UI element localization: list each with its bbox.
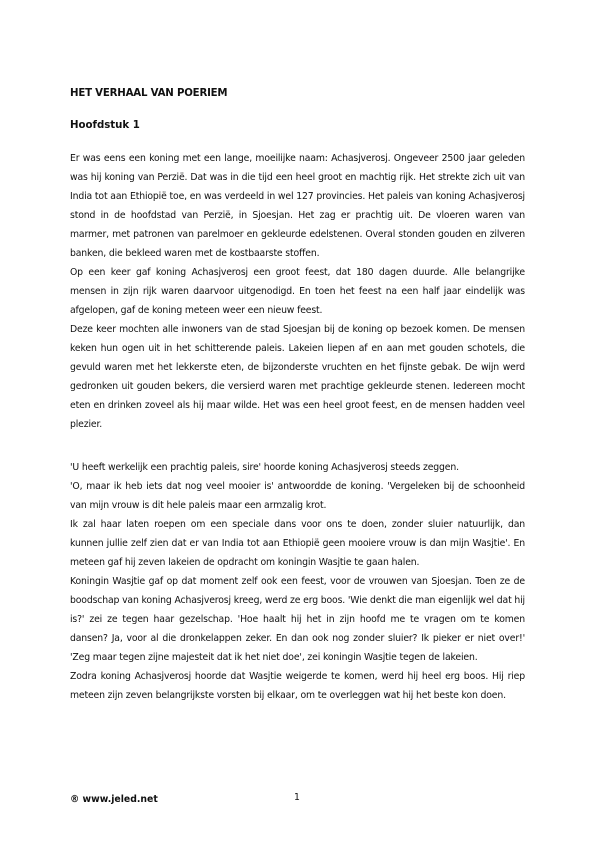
paragraph: Deze keer mochten alle inwoners van de stad Sjoesjan bij de koning op bezoek komen. De mensen keken hun ogen uit in het schitterende paleis. Lakeien liepen af en aan met gouden schotels, die gevuld waren met het lekkerste eten, de bijzonderste vruchten en het fijnste gebak. De wijn werd gedronken uit gouden bekers, die versierd waren met prachtige gekleurde stenen. Iedereen mocht eten en drinken zoveel als hij maar wilde. Het was een heel groot feest, en de mensen hadden veel plezier.: [70, 324, 525, 430]
chapter-heading: Hoofdstuk 1: [70, 120, 140, 131]
footer-website: ® www.jeled.net: [70, 794, 158, 805]
paragraph: Er was eens een koning met een lange, moeilijke naam: Achasjverosj. Ongeveer 2500 jaar geleden was hij koning van Perzië. Dat was in die tijd een heel groot en machtig rijk. Het strekte zich uit van India tot aan Ethiopië toe, en was verdeeld in wel 127 provincies. Het paleis van koning Achasjverosj stond in de hoofdstad van Perzië, in Sjoesjan. Het zag er prachtig uit. De vloeren waren van marmer, met patronen van parelmoer en gekleurde edelstenen. Overal stonden gouden en zilveren banken, die bekleed waren met de kostbaarste stoffen.: [70, 153, 525, 259]
paragraph: Ik zal haar laten roepen om een speciale dans voor ons te doen, zonder sluier natuurlijk, dan kunnen jullie zelf zien dat er van India tot aan Ethiopië geen mooiere vrouw is dan mijn Wasjtie'. En meteen gaf hij zeven lakeien de opdracht om koningin Wasjtie te gaan halen.: [70, 519, 525, 568]
document-title: HET VERHAAL VAN POERIEM: [70, 88, 228, 99]
page-number: 1: [294, 792, 300, 803]
paragraph: Zodra koning Achasjverosj hoorde dat Wasjtie weigerde te komen, werd hij heel erg boos. Hij riep meteen zijn zeven belangrijkste vorsten bij elkaar, om te overleggen wat hij het beste kon doen.: [70, 671, 525, 701]
paragraph: 'U heeft werkelijk een prachtig paleis, sire' hoorde koning Achasjverosj steeds zeggen.: [70, 462, 459, 473]
paragraph: 'O, maar ik heb iets dat nog veel mooier is' antwoordde de koning. 'Vergeleken bij de schoonheid van mijn vrouw is dit hele paleis maar een armzalig krot.: [70, 481, 525, 511]
paragraph: Op een keer gaf koning Achasjverosj een groot feest, dat 180 dagen duurde. Alle belangrijke mensen in zijn rijk waren daarvoor uitgenodigd. En toen het feest na een half jaar eindelijk was afgelopen, gaf de koning meteen weer een nieuw feest.: [70, 267, 525, 316]
story-section-1: [70, 149, 525, 434]
story-section-2: [70, 458, 525, 705]
paragraph: Koningin Wasjtie gaf op dat moment zelf ook een feest, voor de vrouwen van Sjoesjan. Toen ze de boodschap van koning Achasjverosj kreeg, werd ze erg boos. 'Wie denkt die man eigenlijk wel dat hij is?' zei ze tegen haar gezelschap. 'Hoe haalt hij het in zijn hoofd me te vragen om te komen dansen? Ja, voor al die dronkelappen zeker. En dan ook nog zonder sluier? Ik pieker er niet over!' 'Zeg maar tegen zijne majesteit dat ik het niet doe', zei koningin Wasjtie tegen de lakeien.: [70, 576, 525, 663]
